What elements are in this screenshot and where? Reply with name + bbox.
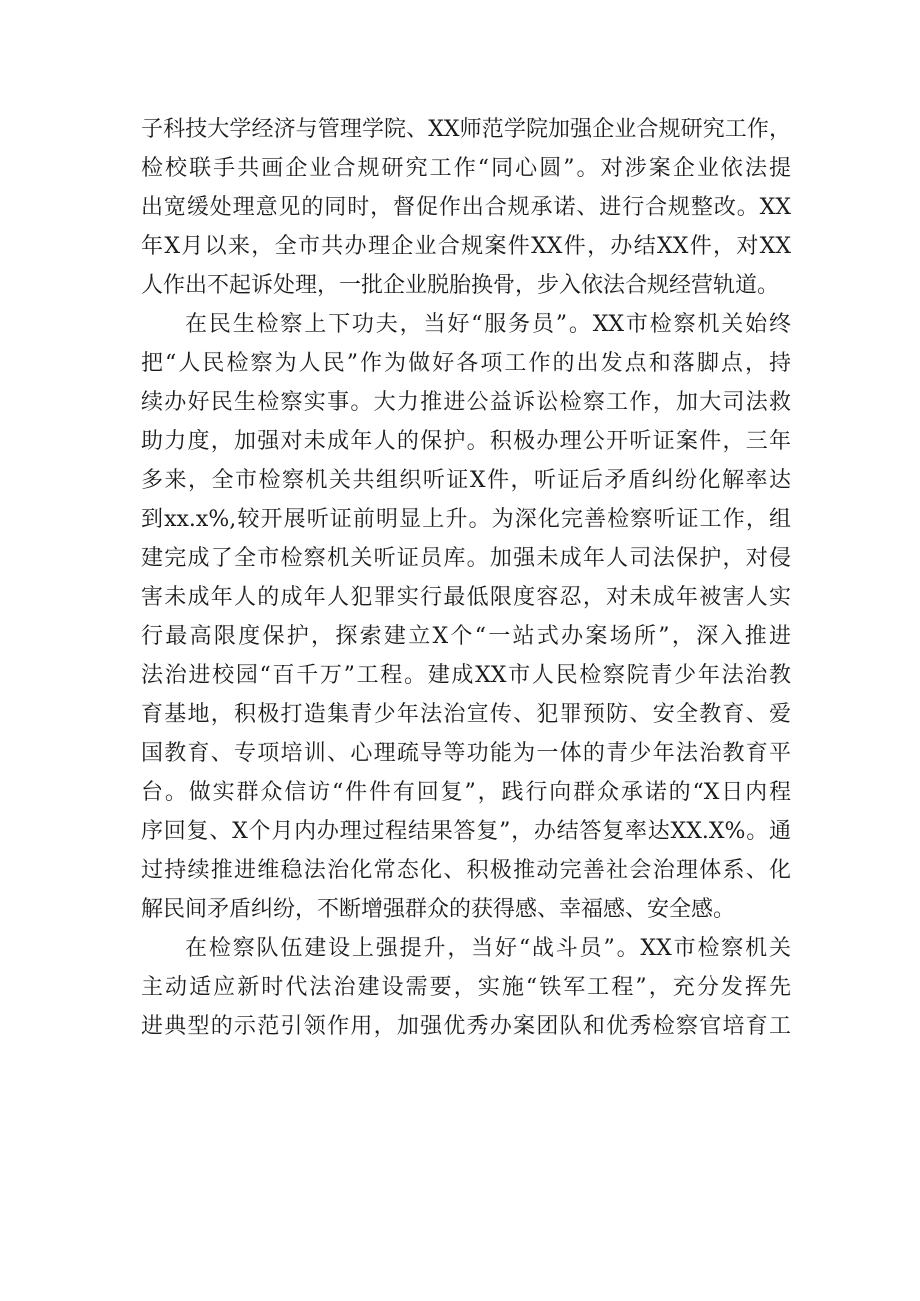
text-line: 台。做实群众信访“件件有回复”，践行向群众承诺的“X日内程 <box>141 780 791 805</box>
text-line: 育基地，积极打造集青少年法治宣传、犯罪预防、安全教育、爱 <box>141 702 791 727</box>
text-line: 进典型的示范引领作用，加强优秀办案团队和优秀检察官培育工 <box>141 1014 791 1039</box>
text-line: 解民间矛盾纠纷，不断增强群众的获得感、幸福感、安全感。 <box>141 897 736 922</box>
text-line: 建完成了全市检察机关听证员库。加强未成年人司法保护，对侵 <box>141 546 791 571</box>
text-line: 年X月以来，全市共办理企业合规案件XX件，办结XX件，对XX <box>141 234 791 259</box>
text-line: 多来，全市检察机关共组织听证X件，听证后矛盾纠纷化解率达 <box>141 468 791 493</box>
text-line: 人作出不起诉处理，一批企业脱胎换骨，步入依法合规经营轨道。 <box>141 273 780 298</box>
paragraph <box>141 305 791 929</box>
text-line: 害未成年人的成年人犯罪实行最低限度容忍，对未成年被害人实 <box>141 585 791 610</box>
text-line: 把“人民检察为人民”作为做好各项工作的出发点和落脚点，持 <box>141 351 791 376</box>
text-line: 国教育、专项培训、心理疏导等功能为一体的青少年法治教育平 <box>141 741 791 766</box>
text-line: 出宽缓处理意见的同时，督促作出合规承诺、进行合规整改。XX <box>141 195 791 220</box>
text-line: 助力度，加强对未成年人的保护。积极办理公开听证案件，三年 <box>141 429 791 454</box>
paragraph <box>141 929 791 1046</box>
text-line: 在检察队伍建设上强提升，当好“战斗员”。XX市检察机关 <box>185 936 791 961</box>
text-line: 到xx.x%,较开展听证前明显上升。为深化完善检察听证工作，组 <box>141 507 791 532</box>
paragraph <box>141 110 791 305</box>
text-line: 检校联手共画企业合规研究工作“同心圆”。对涉案企业依法提 <box>141 156 791 181</box>
text-line: 行最高限度保护，探索建立X个“一站式办案场所”，深入推进 <box>141 624 791 649</box>
text-line: 在民生检察上下功夫，当好“服务员”。XX市检察机关始终 <box>185 312 791 337</box>
text-line: 续办好民生检察实事。大力推进公益诉讼检察工作，加大司法救 <box>141 390 791 415</box>
text-line: 法治进校园“百千万”工程。建成XX市人民检察院青少年法治教 <box>141 663 791 688</box>
text-line: 过持续推进维稳法治化常态化、积极推动完善社会治理体系、化 <box>141 858 791 883</box>
text-line: 序回复、X个月内办理过程结果答复”，办结答复率达XX.X%。通 <box>141 819 791 844</box>
document-body <box>141 110 791 1046</box>
text-line: 子科技大学经济与管理学院、XX师范学院加强企业合规研究工作， <box>141 117 791 142</box>
text-line: 主动适应新时代法治建设需要，实施“铁军工程”，充分发挥先 <box>141 975 791 1000</box>
